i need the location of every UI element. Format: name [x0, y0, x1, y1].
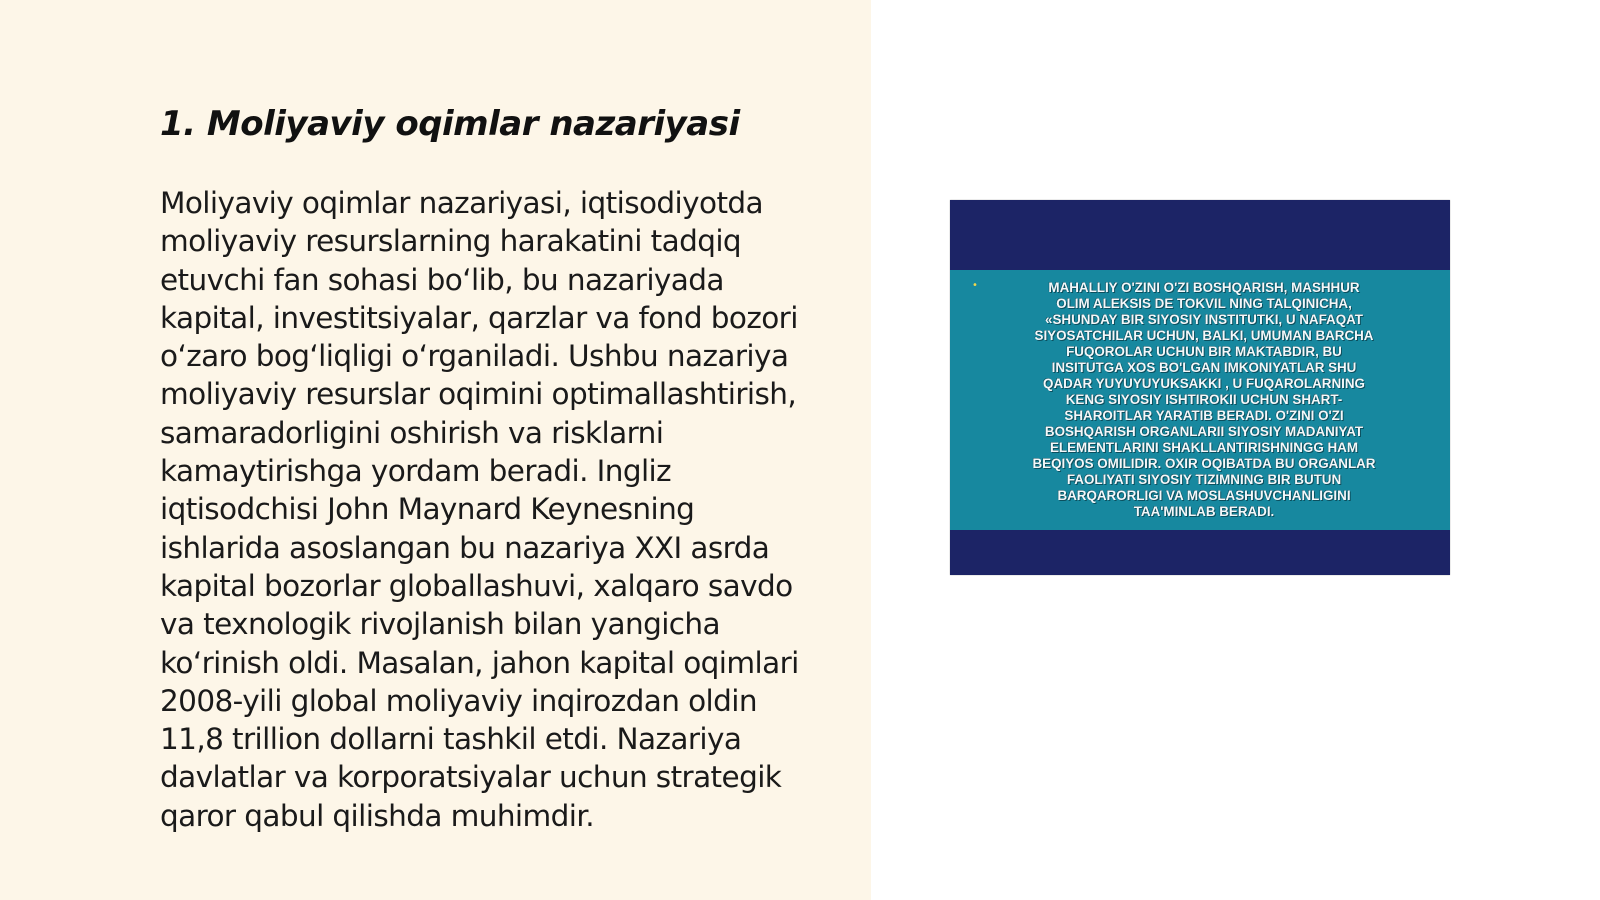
body-text-line: qaror qabul qilishda muhimdir. — [160, 798, 594, 833]
picture-text-line: BARQARORLIGI VA MOSLASHUVCHANLIGINI — [1057, 488, 1351, 503]
body-text-line: moliyaviy resurslarning harakatini tadqiq — [160, 224, 742, 259]
picture-text-line: SIYOSATCHILAR UCHUN, BALKI, UMUMAN BARCHA — [1034, 328, 1374, 343]
slide-picture — [950, 200, 1450, 575]
picture-text-band — [950, 270, 1450, 530]
picture-text-line: «SHUNDAY BIR SIYOSIY INSTITUTKI, U NAFAQAT — [1045, 312, 1363, 327]
slide-body-text — [160, 184, 860, 835]
body-text-line: koʻrinish oldi. Masalan, jahon kapital oqimlari — [160, 645, 799, 680]
slide-heading: 1. Moliyaviy oqimlar nazariyasi — [160, 104, 740, 144]
picture-text-line: FUQOROLAR UCHUN BIR MAKTABDIR, BU — [1066, 344, 1342, 359]
body-text-line: kapital, investitsiyalar, qarzlar va fond bozori — [160, 300, 798, 335]
body-text-line: Moliyaviy oqimlar nazariyasi, iqtisodiyotda — [160, 186, 764, 220]
picture-text-line: QADAR YUYUYUYUKSAKKI , U FUQAROLARNING — [1043, 376, 1365, 391]
body-text-line: va texnologik rivojlanish bilan yangicha — [160, 607, 720, 642]
body-text-line: samaradorligini oshirish va risklarni — [160, 415, 664, 450]
body-text-line: kamaytirishga yordam beradi. Ingliz — [160, 454, 672, 489]
picture-text-line: OLIM ALEKSIS DE TOKVIL NING TALQINICHA, — [1056, 296, 1352, 311]
body-text-line: davlatlar va korporatsiyalar uchun strategik — [160, 760, 782, 795]
picture-text — [974, 280, 1434, 520]
picture-text-line: BEQIYOS OMILIDIR. OXIR OQIBATDA BU ORGANLAR — [1032, 456, 1376, 471]
body-text-line: oʻzaro bogʻliqligi oʻrganiladi. Ushbu nazariya — [160, 339, 789, 374]
body-text-line: ishlarida asoslangan bu nazariya XXI asrda — [160, 530, 770, 565]
picture-text-line: FAOLIYATI SIYOSIY TIZIMNING BIR BUTUN — [1066, 472, 1342, 487]
picture-text-line: ELEMENTLARINI SHAKLLANTIRISHNINGG HAM — [1050, 440, 1358, 455]
picture-text-line: INSITUTGA XOS BO'LGAN IMKONIYATLAR SHU — [1051, 360, 1357, 375]
body-text-line: 11,8 trillion dollarni tashkil etdi. Nazariya — [160, 722, 742, 757]
picture-text-line: MAHALLIY O'ZINI O'ZI BOSHQARISH, MASHHUR — [1048, 280, 1360, 295]
picture-text-line: KENG SIYOSIY ISHTIROKII UCHUN SHART- — [1065, 392, 1343, 407]
body-text-line: etuvchi fan sohasi boʻlib, bu nazariyada — [160, 262, 724, 297]
picture-text-line: TAA'MINLAB BERADI. — [1133, 504, 1275, 519]
body-text-line: kapital bozorlar globallashuvi, xalqaro savdo — [160, 568, 793, 603]
body-text-line: 2008-yili global moliyaviy inqirozdan oldin — [160, 683, 757, 718]
picture-text-line: SHAROITLAR YARATIB BERADI. O'ZINI O'ZI — [1064, 408, 1344, 423]
bullet-icon: • — [972, 280, 978, 291]
body-text-line: moliyaviy resurslar oqimini optimallashtirish, — [160, 377, 797, 412]
body-text-line: iqtisodchisi John Maynard Keynesning — [160, 492, 695, 527]
picture-text-line: BOSHQARISH ORGANLARII SIYOSIY MADANIYAT — [1044, 424, 1364, 439]
